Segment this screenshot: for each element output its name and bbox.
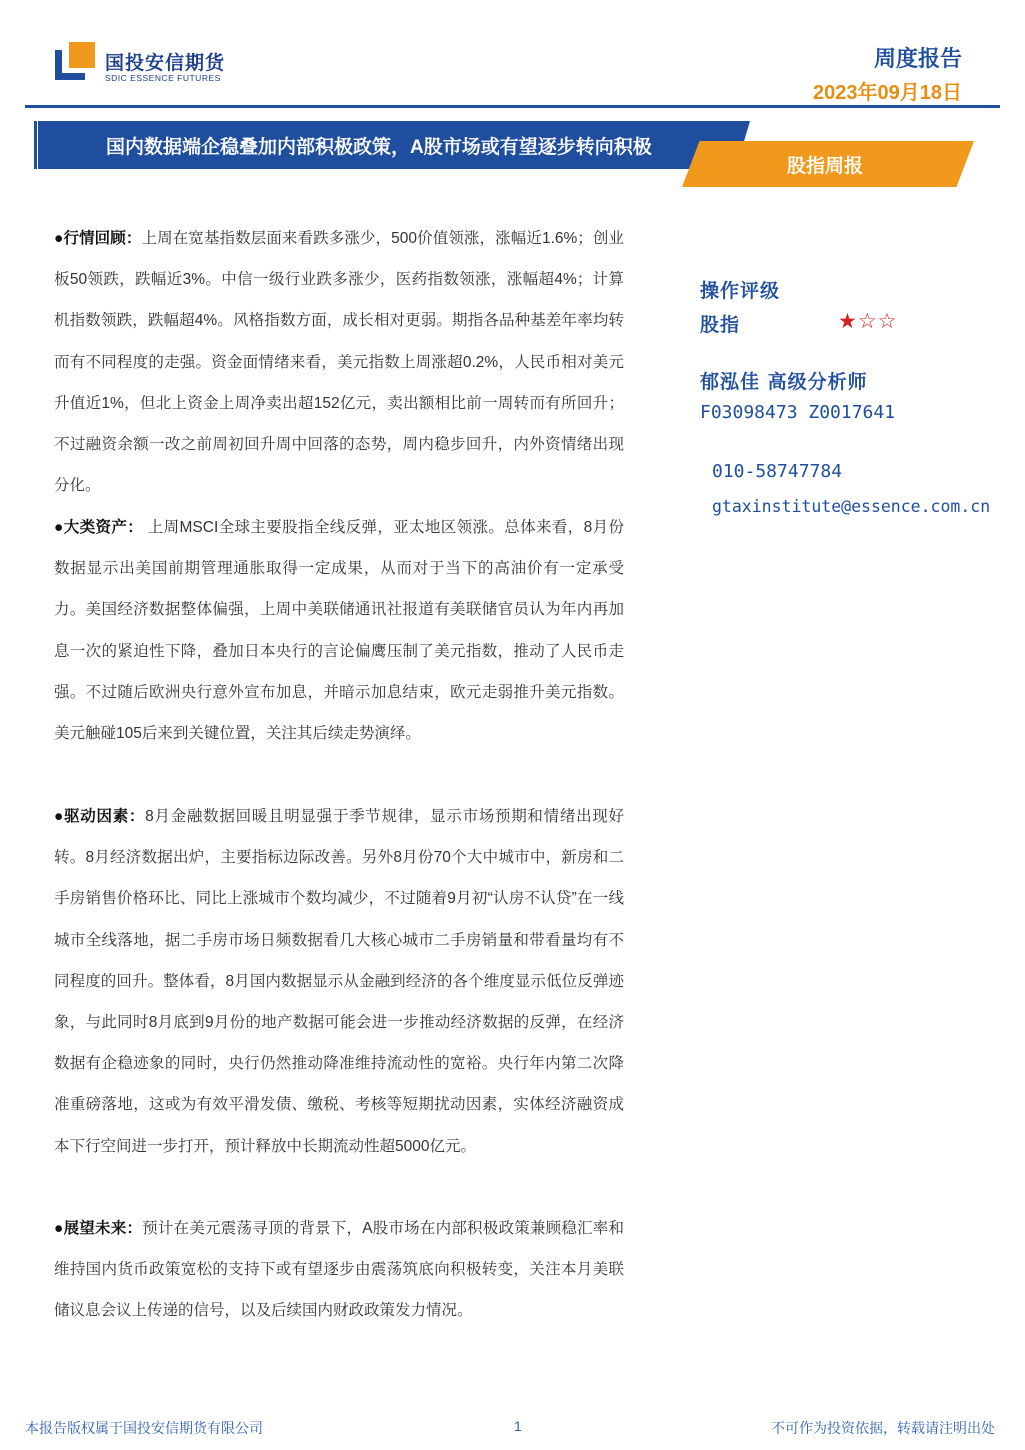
section-heading: ●大类资产： [54, 519, 144, 536]
logo-text-en: SDIC ESSENCE FUTURES [105, 73, 221, 83]
report-date: 2023年09月18日 [813, 82, 962, 104]
contact-email[interactable]: gtaxinstitute@essence.com.cn [712, 497, 991, 516]
rating-title: 操作评级 [700, 280, 781, 302]
contact-phone: 010-58747784 [712, 461, 843, 482]
rating-item: 股指 [700, 314, 741, 336]
footer-copyright: 本报告版权属于国投安信期货有限公司 [25, 1420, 263, 1436]
analyst-name: 郁泓佳 高级分析师 [700, 371, 868, 393]
logo-mark-icon [55, 42, 95, 82]
section-heading: ●行情回顾： [54, 230, 142, 247]
section-text: 8月金融数据回暖且明显强于季节规律，显示市场预期和情绪出现好转。8月经济数据出炉，主要指标边际改善。另外8月份70个大中城市中，新房和二手房销售价格环比、同比上涨城市个数均减少，不过随着9月初“认房不认贷”在一线城市全线落地，据二手房市场日频数据看几大核心城市二手房销量和带看量均有不同程度的回升。整体看，8月国内数据显示从金融到经济的各个维度显示低位反弹迹象，与此同时8月底到9月份的地产数据可能会进一步推动经济数据的反弹，在经济数据有企稳迹象的同时，央行仍然推动降准维持流动性的宽裕。央行年内第二次降准重磅落地，这或为有效平滑发债、缴税、考核等短期扰动因素，实体经济融资成本下行空间进一步打开，预计释放中长期流动性超5000亿元。 [54, 808, 624, 1155]
footer-disclaimer: 不可作为投资依据，转载请注明出处 [771, 1420, 995, 1436]
section-text: 上周在宽基指数层面来看跌多涨少，500价值领涨，涨幅近1.6%；创业板50领跌，跌幅近3%。中信一级行业跌多涨少，医药指数领涨，涨幅超4%；计算机指数领跌，跌幅超4%。风格指数方面，成长相对更弱。期指各品种基差年率均转而有不同程度的走强。资金面情绪来看，美元指数上周涨超0.2%，人民币相对美元升值近1%，但北上资金上周净卖出超152亿元，卖出额相比前一周转而有所回升；不过融资余额一改之前周初回升周中回落的态势，周内稳步回升，内外资情绪出现分化。 [54, 230, 624, 495]
section-text: 预计在美元震荡寻顶的背景下，A股市场在内部积极政策兼顾稳汇率和维持国内货币政策宽松的支持下或有望逐步由震荡筑底向积极转变，关注本月美联储议息会议上传递的信号，以及后续国内财政政策发力情况。 [54, 1220, 624, 1320]
logo-text-cn: 国投安信期货 [105, 53, 226, 74]
page-number: 1 [514, 1418, 522, 1434]
analyst-license: F03098473 Z0017641 [700, 402, 896, 423]
section-outlook [54, 1208, 624, 1332]
rating-stars-icon: ★☆☆ [838, 310, 898, 333]
section-major-assets [54, 507, 624, 754]
report-title: 国内数据端企稳叠加内部积极政策，A股市场或有望逐步转向积极 [106, 137, 652, 158]
section-text: 上周MSCI全球主要股指全线反弹，亚太地区领涨。总体来看，8月份数据显示出美国前期管理通胀取得一定成果，从而对于当下的高油价有一定承受力。美国经济数据整体偏强，上周中美联储通讯社报道有美联储官员认为年内再加息一次的紧迫性下降，叠加日本央行的言论偏鹰压制了美元指数，推动了人民币走强。不过随后欧洲央行意外宣布加息，并暗示加息结束，欧元走弱推升美元指数。美元触碰105后来到关键位置，关注其后续走势演绎。 [54, 519, 624, 743]
section-market-review [54, 218, 624, 506]
section-heading: ●展望未来： [54, 1220, 143, 1237]
header-divider [25, 105, 1000, 108]
report-type: 周度报告 [873, 46, 962, 71]
section-drivers [54, 796, 624, 1167]
banner-edge [34, 121, 37, 169]
company-logo [55, 42, 230, 86]
section-heading: ●驱动因素： [54, 808, 146, 825]
report-category-tag: 股指周报 [787, 156, 864, 177]
